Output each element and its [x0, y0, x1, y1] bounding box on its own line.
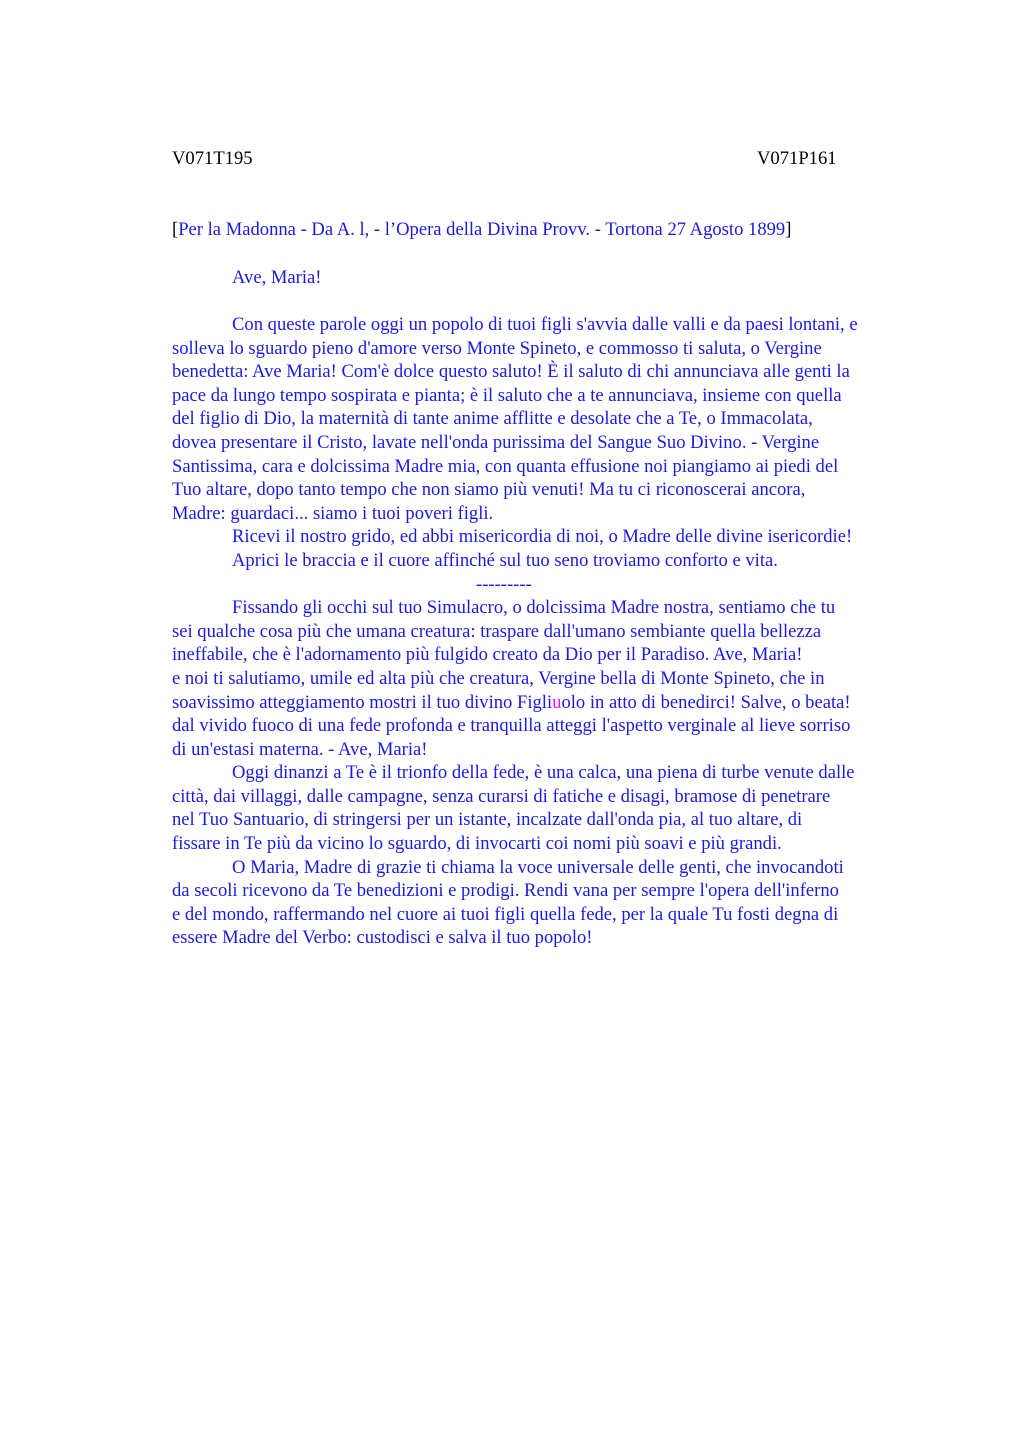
- heading-open-bracket: [: [172, 219, 179, 240]
- text-line: sei qualche cosa più che umana creatura: traspare dall'umano sembiante quella bellezza: [172, 620, 822, 642]
- text-line: Madre: guardaci... siamo i tuoi poveri figli.: [172, 502, 494, 524]
- text-line: solleva lo sguardo pieno d'amore verso Monte Spineto, e commosso ti saluta, o Vergine: [172, 337, 822, 359]
- heading-text: Per la Madonna - Da A. l, - l’Opera della Divina Provv. - Tortona 27 Agosto 1899: [178, 219, 786, 240]
- text-line: e del mondo, raffermando nel cuore ai tuoi figli quella fede, per la quale Tu fosti degna di: [172, 903, 839, 925]
- text-line: dal vivido fuoco di una fede profonda e tranquilla atteggi l'aspetto verginale al lieve sorriso: [172, 715, 851, 737]
- text-line: fissare in Te più da vicino lo sguardo, di invocarti coi nomi più soavi e più grandi.: [172, 833, 782, 855]
- text-line: e noi ti salutiamo, umile ed alta più che creatura, Vergine bella di Monte Spineto, che in: [172, 667, 825, 689]
- text-segment: olo in atto di benedirci! Salve, o beata!: [561, 691, 851, 713]
- greeting: Ave, Maria!: [232, 267, 322, 288]
- text-segment: soavissimo atteggiamento mostri il tuo divino Figli: [172, 691, 553, 713]
- text-line: Ricevi il nostro grido, ed abbi misericordia di noi, o Madre delle divine isericordie!: [232, 526, 853, 548]
- text-line: da secoli ricevono da Te benedizioni e prodigi. Rendi vana per sempre l'opera dell'inferno: [172, 880, 839, 902]
- document-heading: [172, 218, 952, 242]
- section-separator: ---------: [476, 573, 532, 595]
- text-line: essere Madre del Verbo: custodisci e salva il tuo popolo!: [172, 927, 593, 949]
- text-line: Con queste parole oggi un popolo di tuoi figli s'avvia dalle valli e da paesi lontani, e: [232, 314, 858, 335]
- text-line: ineffabile, che è l'adornamento più fulgido creato da Dio per il Paradiso. Ave, Maria!: [172, 644, 803, 666]
- text-line: del figlio di Dio, la maternità di tante anime afflitte e desolate che a Te, o Immacolata,: [172, 408, 813, 430]
- text-line: Fissando gli occhi sul tuo Simulacro, o dolcissima Madre nostra, sentiamo che tu: [232, 597, 836, 619]
- text-line: O Maria, Madre di grazie ti chiama la voce universale delle genti, che invocandoti: [232, 856, 844, 878]
- text-line: Santissima, cara e dolcissima Madre mia, con quanta effusione noi piangiamo ai piedi del: [172, 455, 839, 477]
- document-code-right: V071P161: [757, 148, 837, 169]
- text-line: Aprici le braccia e il cuore affinché sul tuo seno troviamo conforto e vita.: [232, 549, 778, 571]
- text-line: nel Tuo Santuario, di stringersi per un istante, incalzate dall'onda pia, al tuo altare, di: [172, 809, 803, 831]
- text-line: benedetta: Ave Maria! Com'è dolce questo saluto! È il saluto di chi annunciava alle genti la: [172, 361, 850, 383]
- text-line: di un'estasi materna. - Ave, Maria!: [172, 738, 428, 760]
- document-code-left: V071T195: [172, 148, 253, 169]
- text-line-with-highlight: [172, 691, 952, 715]
- heading-close-bracket: ]: [785, 219, 792, 240]
- text-line: pace da lungo tempo sospirata e pianta; è il saluto che a te annunciava, insieme con quella: [172, 384, 842, 406]
- text-line: Oggi dinanzi a Te è il trionfo della fede, è una calca, una piena di turbe venute dalle: [232, 762, 855, 784]
- text-line: città, dai villaggi, dalle campagne, senza curarsi di fatiche e disagi, bramose di penetrare: [172, 785, 831, 807]
- text-line: Tuo altare, dopo tanto tempo che non siamo più venuti! Ma tu ci riconoscerai ancora,: [172, 479, 806, 501]
- highlighted-letter: u: [552, 691, 562, 713]
- body-text: [172, 313, 952, 950]
- text-line: dovea presentare il Cristo, lavate nell'onda purissima del Sangue Suo Divino. - Vergine: [172, 431, 820, 453]
